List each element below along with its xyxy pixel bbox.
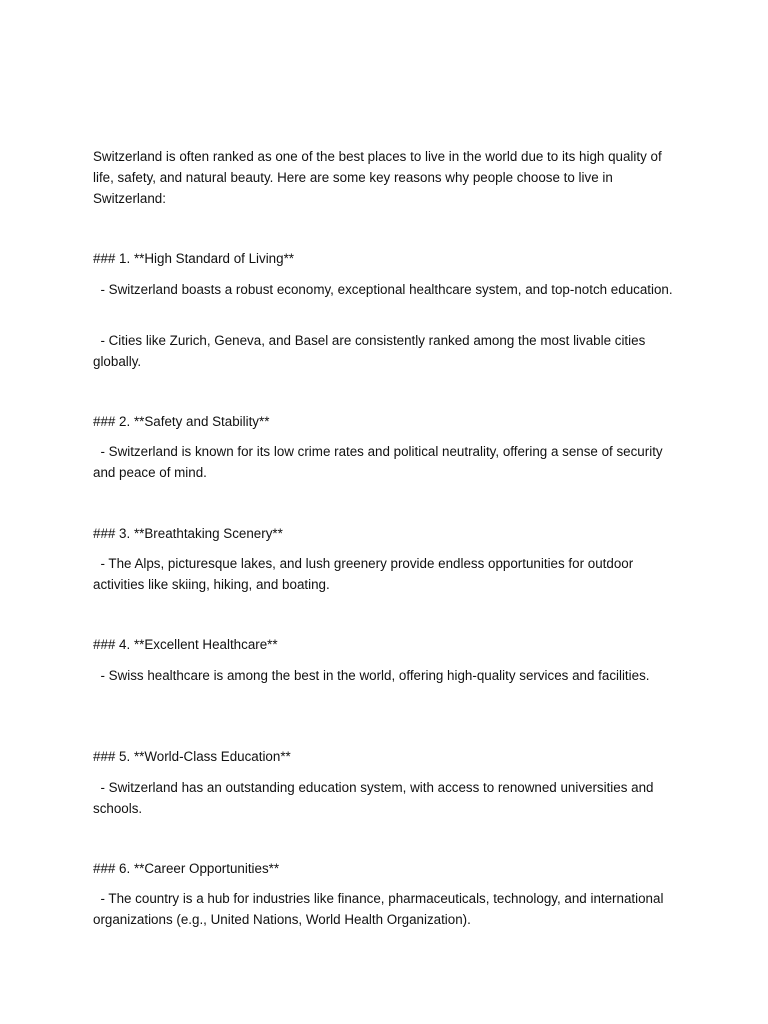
section-3-heading: ### 3. **Breathtaking Scenery** <box>93 526 283 541</box>
section-4-heading: ### 4. **Excellent Healthcare** <box>93 637 278 652</box>
section-6-bullet-1: - The country is a hub for industries like finance, pharmaceuticals, technology, and international organizations (e.g., United Nations, World Health Organization). <box>93 891 668 927</box>
section-2-heading: ### 2. **Safety and Stability** <box>93 414 270 429</box>
section-4-bullet-1: - Swiss healthcare is among the best in the world, offering high-quality services and facilities. <box>93 668 650 683</box>
section-1-heading: ### 1. **High Standard of Living** <box>93 251 294 266</box>
section-1-bullet-2: - Cities like Zurich, Geneva, and Basel are consistently ranked among the most livable cities globally. <box>93 333 649 369</box>
intro-paragraph: Switzerland is often ranked as one of the best places to live in the world due to its high quality of life, safety, and natural beauty. Here are some key reasons why people choose to live in Switzerland: <box>93 149 666 206</box>
section-6-heading: ### 6. **Career Opportunities** <box>93 861 280 876</box>
section-5-bullet-1: - Switzerland has an outstanding education system, with access to renowned universities and schools. <box>93 780 658 816</box>
section-3-bullet-1: - The Alps, picturesque lakes, and lush greenery provide endless opportunities for outdoor activities like skiing, hiking, and boating. <box>93 556 637 592</box>
section-2-bullet-1: - Switzerland is known for its low crime rates and political neutrality, offering a sense of security and peace of mind. <box>93 444 667 480</box>
section-1-bullet-1: - Switzerland boasts a robust economy, exceptional healthcare system, and top-notch education. <box>93 282 673 297</box>
section-5-heading: ### 5. **World-Class Education** <box>93 749 291 764</box>
